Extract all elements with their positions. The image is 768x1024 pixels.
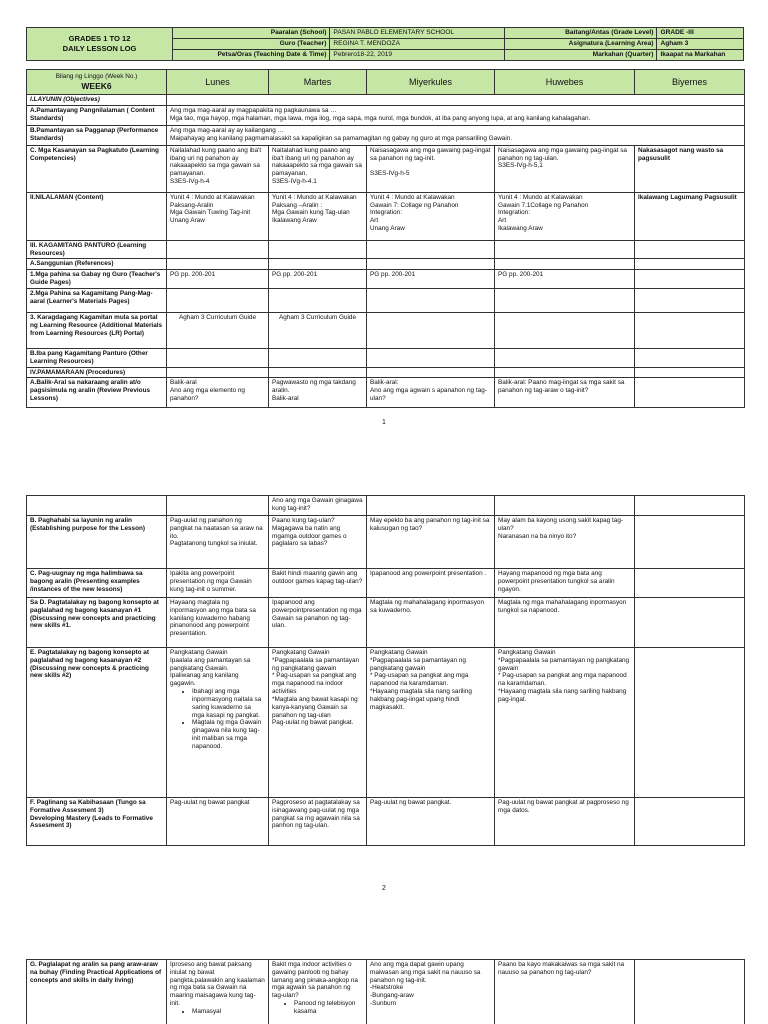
empty-cell [635,378,745,408]
empty-cell [495,259,635,270]
empty-cell [367,259,495,270]
empty-cell [635,367,745,378]
empty-cell [635,288,745,312]
empty-cell [269,348,367,367]
review-martes: Pagwawasto ng mga takdang aralin. Balik-aral [269,378,367,408]
empty-cell [635,312,745,348]
continued-martes: Ano ang mga Gawain ginagawa kung tag-init? [269,496,367,516]
empty-cell [269,288,367,312]
empty-cell [495,312,635,348]
lesson-table-2 [26,495,745,846]
list-item: • Mamasyal [192,1008,265,1016]
examples-miyerkules: Ipapanood ang powerpoint presentation . [367,569,495,598]
quarter-value: Ikaapat na Markahan [657,50,744,61]
empty-cell [367,348,495,367]
grade-label: Baitang/Antas (Grade Level) [504,28,657,39]
mastery-label: F. Paglinang sa Kabihasaan (Tungo sa Formative Assesment 3) Developing Mastery (Leads to Formative Assesment 3) [27,798,167,846]
day-lunes: Lunes [167,70,269,95]
concept2-martes: Pangkatang Gawain *Pagpapaalala sa pamantayan ng pangkatang gawain * Pag-usapan sa pangkat ang mga napanood na indoor activities *Magtala ang bawat kasapi ng kanya-kanyang Gawain sa panahon ng tag-ulan Pag-uulat ng bawat pangkat. [269,648,367,798]
empty-cell [635,240,745,259]
empty-cell [635,569,745,598]
page-number-2: 2 [382,885,386,892]
examples-huwebes: Hayang mapanood ng mga bata ang powerpoint presentation tungkol sa aralin ngayon. [495,569,635,598]
dll-title: GRADES 1 TO 12 DAILY LESSON LOG [27,28,173,61]
examples-lunes: Ipakita ang powerpoint presentation ng mga Gawain kung tag-init o summer. [167,569,269,598]
mastery-lunes: Pag-uulat ng bawat pangkat [167,798,269,846]
performance-standards-label: B.Pamantayan sa Pagganap (Performance Standards) [27,125,167,145]
purpose-martes: Paano kung tag-ulan? Magagawa ba natin ang mgamga outdoor games o paglalaro sa labas? [269,516,367,569]
empty-cell [367,288,495,312]
empty-cell [367,240,495,259]
concept2-huwebes: Pangkatang Gawain *Pagpapaalala sa pamantayan ng pangkatang gawain * Pag-usapan sa pangkat ang mga napanood na karamdaman. *Hayaang magtala sila nang sariling hakbang pag-ingat. [495,648,635,798]
empty-cell [495,240,635,259]
lm-pages-label: 2.Mga Pahina sa Kagamitang Pang-Mag-aaral (Learner's Materials Pages) [27,288,167,312]
lr-martes: Agham 3 Curriculum Guide [269,312,367,348]
lr-portal-label: 3. Karagdagang Kagamitan mula sa portal ng Learning Resource (Additional Materials from Learning Resources (LR) Portal) [27,312,167,348]
references-label: A.Sanggunian (References) [27,259,167,270]
tg-biyernes [635,270,745,289]
examples-martes: Bakit hindi maaring gawin ang outdoor games kapag tag-ulan? [269,569,367,598]
content-martes: Yunit 4 : Mundo at Kalawakan Paksang –Aralin : Mga Gawain kung Tag-ulan Ikalawang Araw [269,192,367,240]
teacher-value: REGINA T. MENDOZA [330,39,504,50]
mastery-martes: Pagproseso at pagtatalakay sa isinagawang pag-uulat ng mga pangkat sa mg agawain nila sa panhon ng tag-ulan. [269,798,367,846]
header-table [26,27,744,61]
concept2-lunes-list [170,688,265,751]
application-lunes [167,960,269,1024]
date-value: Pebrero18-22, 2019 [330,50,504,61]
school-label: Paaralan (School) [173,28,330,39]
purpose-lunes: Pag-uulat ng panahon ng pangkat na naatasan sa araw na ito. Pagtatanong tungkol sa iniulat. [167,516,269,569]
competency-lunes: Nailalahad kung paano ang iba't ibang uri ng panahon ay nakaaapekto sa mga gawain sa pamayanan. S3ES-IVg-h-4 [167,145,269,192]
procedures-label: IV.PAMAMARAAN (Procedures) [27,367,167,378]
application-martes-intro: Bakit mga indoor activities o gawaing panloob ng bahay lamang ang pinaka-angkop na mga agwain sa panahon ng tag-ulan? [272,961,358,1000]
area-label: Asignatura (Learning Area) [504,39,657,50]
list-item: • Magtala ng mga Gawain ginagawa nila kung tag-init maliban sa mga napanood. [192,719,265,750]
review-miyerkules: Balik-aral: Ano ang mga agwain s apanahon ng tag-ulan? [367,378,495,408]
content-label: II.NILALAMAN (Content) [27,192,167,240]
application-label: G. Paglalapat ng aralin sa pang araw-araw na buhay (Finding Practical Applications of concepts and skills in daily living) [27,960,167,1024]
concept2-label: E. Pagtatalakay ng bagong konsepto at paglalahad ng bagong kasanayan #2 (Discussing new concepts & practicing new skills #2) [27,648,167,798]
concept1-lunes: Hayaang magtala ng inpormasyon ang mga bata sa kanilang kuwaderno habang pinanonood ang powerpoint presentation. [167,598,269,648]
teacher-label: Guro (Teacher) [173,39,330,50]
empty-cell [635,259,745,270]
empty-cell [367,312,495,348]
review-label: A.Balik-Aral sa nakaraang aralin at/o pagsisimula ng aralin (Review Previous Lessons) [27,378,167,408]
empty-cell [269,240,367,259]
grade-value: GRADE -III [657,28,744,39]
performance-standards-value: Ang mga mag-aaral ay ay kailangang … Maipahayag ang kanilang pagmamalasakit sa kapaligiran sa pamamagitan ng gabay ng guro at mga pansariling Gawain. [167,125,745,145]
empty-cell [635,648,745,798]
review-huwebes: Balik-aral: Paano mag-iingat sa mga sakit sa panahon ng tag-araw o tag-init? [495,378,635,408]
empty-cell [635,516,745,569]
quarter-label: Markahan (Quarter) [504,50,657,61]
application-huwebes: Paano ba kayo makakaiwas sa mga sakit na nauuso sa panahon ng tag-ulan? [495,960,635,1024]
concept1-huwebes: Magtala ng mga mahahalagang inpormasyon tungkol sa napanood. [495,598,635,648]
competency-huwebes: Naisasagawa ang mga gawaing pag-iingat sa panahon ng tag-ulan. S3ES-IVg-h-5,1 [495,145,635,192]
empty-cell [367,496,495,516]
other-resources-label: B.Iba pang Kagamitang Panturo (Other Learning Resources) [27,348,167,367]
application-martes-list [272,1000,363,1016]
day-huwebes: Huwebes [495,70,635,95]
resources-label: III. KAGAMITANG PANTURO (Learning Resources) [27,240,167,259]
application-martes [269,960,367,1024]
page-2 [0,440,768,940]
empty-cell [495,496,635,516]
week-cell: Bilang ng Linggo (Week No.) WEEK6 [27,70,167,95]
mastery-huwebes: Pag-uulat ng bawat pangkat at pagproseso ng mga datos. [495,798,635,846]
application-lunes-list [170,1008,265,1016]
page-number-1: 1 [382,419,386,426]
content-miyerkules: Yunit 4 : Mundo at Kalawakan Gawain 7: Collage ng Panahon Integration: Art Unang Araw [367,192,495,240]
empty-cell [167,288,269,312]
lesson-table-1 [26,69,745,408]
concept2-lunes-intro: Pangkatang Gawain Ipaalala ang pamantayan sa pangkatang Gawain. Ipaliwanag ang kanilang gagawin. [170,649,251,688]
tg-lunes: PG pp. 200-201 [167,270,269,289]
examples-label: C. Pag-uugnay ng mga halimbawa sa bagong aralin (Presenting examples /instances of the new lessons) [27,569,167,598]
competency-miyerkules: Naisasagawa ang mga gawaing pag-iingat sa panahon ng tag-init. S3ES-IVg-h-5 [367,145,495,192]
competency-martes: Naitalahad kung paano ang iba't ibang uri ng panahon ay nakaaapekto sa mga gawain sa pamayanan. S3ES-IVg-h-4.1 [269,145,367,192]
content-standards-label: A.Pamantayang Pangnilalaman ( Content Standards) [27,105,167,125]
purpose-miyerkules: May epekto ba ang panahon ng tag-init sa kalusugan ng tao? [367,516,495,569]
objectives-heading: I.LAYUNIN (Objectives) [27,95,167,106]
page-1 [0,0,768,440]
list-item: • Panood ng telebisyon kasama [294,1000,363,1016]
concept2-lunes [167,648,269,798]
empty-cell [635,348,745,367]
concept1-miyerkules: Magtala ng mahahalagang inpormasyon sa kuwaderno. [367,598,495,648]
competencies-label: C. Mga Kasanayan sa Pagkatuto (Learning Competencies) [27,145,167,192]
empty-cell [27,496,167,516]
concept1-label: Sa D. Pagtatalakay ng bagong konsepto at paglalahad ng bagong kasanayan #1 (Discussing new concepts and practicing new skills #1. [27,598,167,648]
purpose-label: B. Paghahabi sa layunin ng aralin (Establishing purpose for the Lesson) [27,516,167,569]
empty-cell [495,288,635,312]
day-biyernes: Biyernes [635,70,745,95]
page-3 [0,955,768,1024]
tg-huwebes: PG pp. 200-201 [495,270,635,289]
day-martes: Martes [269,70,367,95]
lr-lunes: Agham 3 Curriculum Guide [167,312,269,348]
concept2-miyerkules: Pangkatang Gawain *Pagpapaalala sa pamantayan ng pangkatang gawain * Pag-usapan sa pangkat ang mga napanood na karamdaman. *Hayaang magtala sila nang sariling hakbang pag-iingat upang hindi magkasakit. [367,648,495,798]
tg-martes: PG pp. 200-201 [269,270,367,289]
objectives-empty [167,95,745,106]
content-biyernes: Ikalawang Lagumang Pagsusulit [635,192,745,240]
review-lunes: Balik-aral Ano ang mga elemento ng panahon? [167,378,269,408]
content-lunes: Yunit 4 : Mundo at Kalawakan Paksang-Aralin Mga Gawain Tuwing Tag-init Unang Araw [167,192,269,240]
empty-cell [167,259,269,270]
empty-cell [167,348,269,367]
application-lunes-intro: Iproseso ang bawat paksang iniulat ng bawat pangkta.palawakin ang kaalaman ng mga bata sa Gawain na maaring maisagawa kung tag-init. [170,961,265,1008]
empty-cell [367,367,495,378]
empty-cell [635,496,745,516]
application-miyerkules: Ano ang mga dapat gawin upang maiwasan ang mga sakit na nauuso sa panahon ng tag-init. -Heatstroke -Bungang-araw -Sunburn [367,960,495,1024]
empty-cell [495,348,635,367]
day-miyerkules: Miyerkules [367,70,495,95]
concept1-martes: Ipapanood ang powerpointpresentation ng mga Gawain sa panahon ng tag-ulan. [269,598,367,648]
empty-cell [635,598,745,648]
empty-cell [635,960,745,1024]
empty-cell [269,367,367,378]
list-item: • Ibahagi ang mga inpormasyong naitala sa saring kuwaderno sa mga kasapi ng pangkat. [192,688,265,719]
empty-cell [269,259,367,270]
tg-pages-label: 1.Mga pahina sa Gabay ng Guro (Teacher's Guide Pages) [27,270,167,289]
mastery-miyerkules: Pag-uulat ng bawat pangkat. [367,798,495,846]
empty-cell [167,367,269,378]
purpose-huwebes: May alam ba kayong usong sakit kapag tag-ulan? Naranasan na ba ninyo ito? [495,516,635,569]
school-value: PASAN PABLO ELEMENTARY SCHOOL [330,28,504,39]
competency-biyernes: Nakasasagot nang wasto sa pagsusulit [635,145,745,192]
empty-cell [167,240,269,259]
tg-miyerkules: PG pp. 200-201 [367,270,495,289]
lesson-table-3 [26,959,745,1024]
content-standards-value: Ang mga mag-aaral ay magpapakita ng pagkaunawa sa … Mga tao, mga hayop, mga halaman, mga lawa, mga ilog, mga sapa, mga nurol, mga bundok, at iba pang anyong lupa, at ang kanilang kahalagahan. [167,105,745,125]
empty-cell [635,798,745,846]
date-label: Petsa/Oras (Teaching Date & Time) [173,50,330,61]
content-huwebes: Yunit 4 : Mundo at Kalawakan Gawain 7.1Collage ng Panahon Integration: Art Ikalawang Araw [495,192,635,240]
empty-cell [495,367,635,378]
area-value: Agham 3 [657,39,744,50]
empty-cell [167,496,269,516]
